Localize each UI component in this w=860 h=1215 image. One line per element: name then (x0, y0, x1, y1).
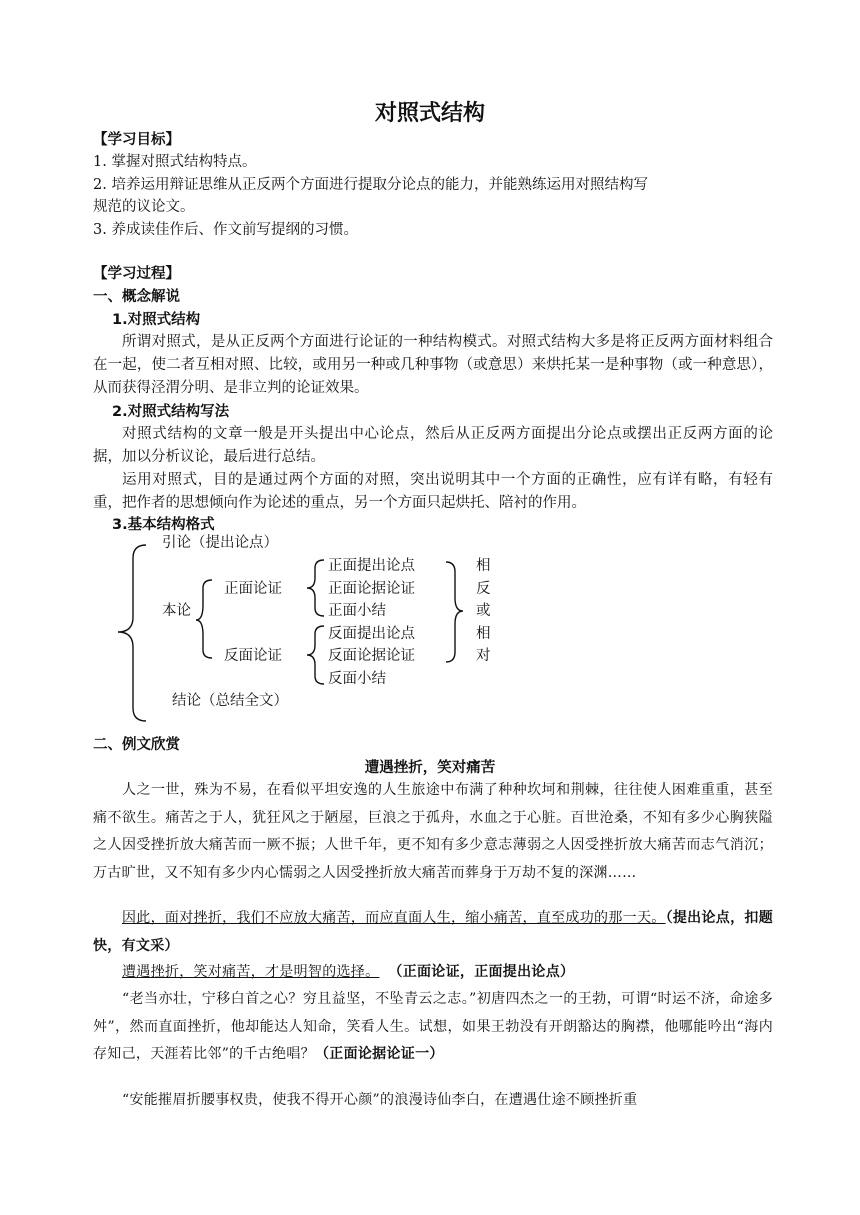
subsection-heading: 1.对照式结构 (112, 312, 201, 328)
paragraph: 对照式结构的文章一般是开头提出中心论点，然后从正反两方面提出分论点或摆出正反两方面的论据，加以分析议论，最后进行总结。 (93, 426, 773, 465)
objective-item: 规范的议论文。 (93, 199, 195, 215)
essay-paragraph: 人之一世，殊为不易，在看似平坦安逸的人生旅途中布满了种种坎坷和荆棘，往往使人困难重重，甚至痛不欲生。痛苦之于人，犹狂风之于陋屋，巨浪之于孤舟，水血之于心脏。百世沧桑，不知有多少心胸狭隘之人因受挫折放大痛苦而一厥不振；人世千年，更不知有多少意志薄弱之人因受挫折放大痛苦而志气消沉；万古旷世，又不知有多少内心懦弱之人因受挫折放大痛苦而葬身于万劫不复的深渊…… (93, 782, 773, 881)
essay-title: 遭遇挫折，笑对痛苦 (364, 760, 496, 776)
diagram-side-char: 相 (476, 626, 491, 642)
subsection-heading: 2.对照式结构写法 (112, 404, 230, 420)
diagram-pos-item: 正面小结 (328, 603, 386, 619)
essay-paragraph (93, 905, 773, 960)
annotation: （提出论点，扣题快，有文采） (93, 910, 773, 954)
diagram-neg-item: 反面小结 (328, 671, 386, 687)
objective-item: 2. 培养运用辩证思维从正反两个方面进行提取分论点的能力，并能熟练运用对照结构写 (93, 177, 648, 193)
diagram-conclusion: 结论（总结全文） (172, 693, 288, 709)
paragraph: 所谓对照式，是从正反两个方面进行论证的一种结构模式。对照式结构大多是将正反两方面材料组合在一起，使二者互相对照、比较，或用另一种或几种事物（或意思）来烘托某一是种事物（或一种意思），从而获得泾渭分明、是非立判的论证效果。 (93, 334, 773, 396)
diagram-neg-item: 反面论据论证 (328, 648, 415, 664)
diagram-neg-item: 反面提出论点 (328, 626, 415, 642)
diagram-positive: 正面论证 (224, 581, 282, 597)
diagram-side-char: 反 (476, 581, 491, 597)
annotation: （正面论据论证一） (314, 1046, 444, 1062)
section-heading: 二、例文欣赏 (93, 737, 180, 753)
section-heading: 一、概念解说 (93, 289, 180, 305)
diagram-side-char: 或 (476, 603, 491, 619)
process-heading: 【学习过程】 (93, 266, 180, 282)
diagram-negative: 反面论证 (224, 648, 282, 664)
diagram-side-char: 对 (476, 648, 491, 664)
objective-item: 1. 掌握对照式结构特点。 (93, 154, 257, 170)
diagram-pos-item: 正面提出论点 (328, 558, 415, 574)
annotation: （正面论证，正面提出论点） (395, 964, 575, 980)
page-title: 对照式结构 (374, 101, 485, 126)
diagram-body: 本论 (162, 603, 191, 619)
objective-item: 3. 养成读佳作后、作文前写提纲的习惯。 (93, 222, 358, 238)
diagram-pos-item: 正面论据论证 (328, 581, 415, 597)
essay-text: “老当亦壮，宁移白首之心？穷且益坚，不坠青云之志。”初唐四杰之一的王勃，可谓“时运不济，命途多舛”，然而直面挫折，他却能达人知命，笑看人生。试想，如果王勃没有开朗豁达的胸襟，他哪能吟出“海内存知己，天涯若比邻”的千古绝唱？ (93, 991, 773, 1062)
subsection-heading: 3.基本结构格式 (112, 517, 215, 533)
diagram-intro: 引论（提出论点） (162, 535, 278, 551)
essay-paragraph (93, 986, 773, 1069)
essay-paragraph: “安能摧眉折腰事权贵，使我不得开心颜”的浪漫诗仙李白，在遭遇仕途不顾挫折重 (122, 1092, 638, 1108)
essay-paragraph (93, 959, 773, 987)
paragraph: 运用对照式，目的是通过两个方面的对照，突出说明其中一个方面的正确性，应有详有略，有轻有重，把作者的思想倾向作为论述的重点，另一个方面只起烘托、陪衬的作用。 (93, 472, 773, 511)
objectives-heading: 【学习目标】 (93, 132, 180, 148)
thesis-text: 因此，面对挫折，我们不应放大痛苦，而应直面人生，缩小痛苦，直至成功的那一天。 (122, 910, 666, 926)
diagram-side-char: 相 (476, 558, 491, 574)
claim-text: 遭遇挫折，笑对痛苦，才是明智的选择。 (122, 964, 380, 980)
